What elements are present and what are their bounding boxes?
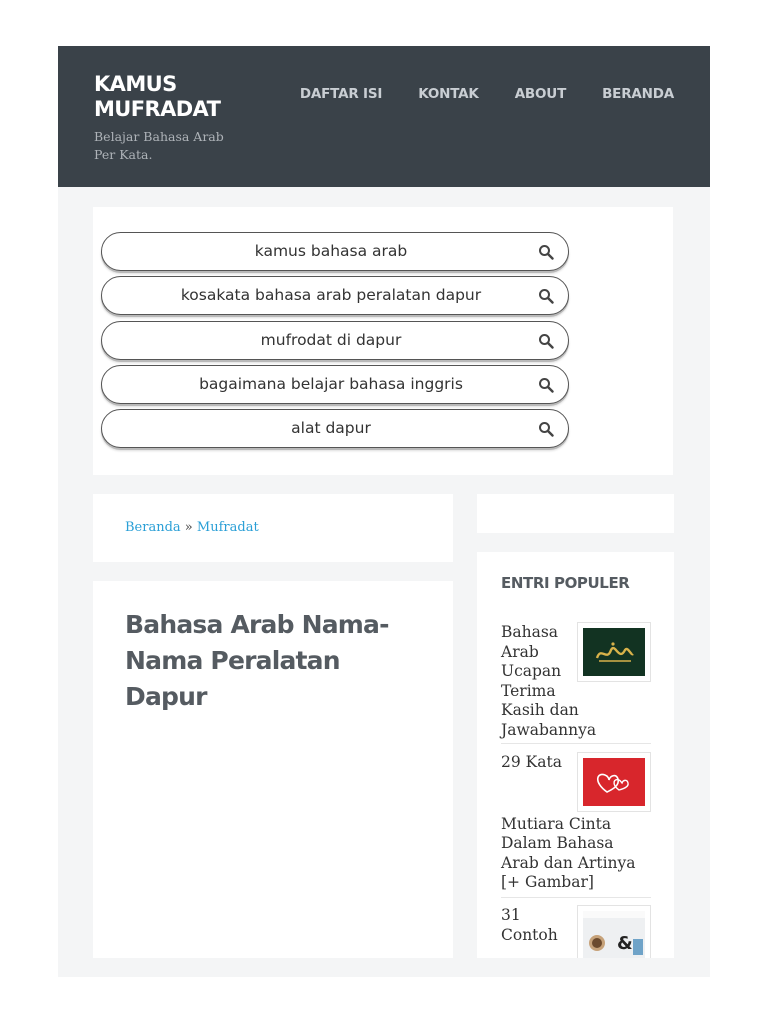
breadcrumb-category-link[interactable]: Mufradat (196, 520, 259, 535)
post-panel (93, 581, 453, 958)
nav-about[interactable]: ABOUT (514, 86, 567, 102)
arabic-calligraphy-thumbnail[interactable] (577, 622, 651, 682)
search-icon (538, 333, 554, 349)
popular-post-link[interactable]: Bahasa Arab Ucapan Terima Kasih dan Jawabannya (501, 623, 597, 739)
popular-post-link-start: 29 Kata (501, 753, 562, 771)
search-icon (538, 421, 554, 437)
coffee-ampersand-thumbnail[interactable] (577, 905, 651, 958)
search-suggestion-label: mufrodat di dapur (260, 331, 402, 349)
nav-beranda[interactable]: BERANDA (602, 86, 674, 102)
search-suggestion-label: alat dapur (291, 419, 371, 437)
popular-post-link-rest: Mutiara Cinta Dalam Bahasa Arab dan Artinya [+ Gambar] (501, 814, 636, 891)
breadcrumb-home-link[interactable]: Beranda (125, 520, 181, 535)
popular-post-item (501, 752, 651, 898)
popular-posts-widget (477, 552, 674, 958)
main-nav (300, 86, 674, 102)
svg-text:&: & (617, 933, 633, 954)
site-tagline: Belajar Bahasa Arab Per Kata. (94, 129, 224, 162)
coffee-image-icon (583, 911, 645, 958)
popular-post-item (501, 622, 651, 744)
search-suggestion[interactable] (101, 321, 569, 360)
breadcrumb-panel (93, 494, 453, 562)
calligraphy-image-icon (583, 628, 645, 676)
nav-kontak[interactable]: KONTAK (418, 86, 479, 102)
breadcrumb-separator: » (184, 520, 193, 535)
post-title: Bahasa Arab Nama-Nama Peralatan Dapur (125, 610, 389, 711)
search-suggestion[interactable] (101, 365, 569, 404)
related-searches (93, 207, 673, 475)
site-title[interactable]: KAMUS MUFRADAT (94, 72, 221, 121)
search-icon (538, 244, 554, 260)
sidebar-widget-empty (477, 494, 674, 533)
hearts-image-icon (583, 758, 645, 806)
search-suggestion[interactable] (101, 232, 569, 271)
search-icon (538, 377, 554, 393)
popular-post-link[interactable]: 31 Contoh (501, 906, 558, 944)
popular-posts-title: ENTRI POPULER (501, 574, 630, 592)
search-suggestion[interactable] (101, 409, 569, 448)
search-suggestion-label: kamus bahasa arab (254, 242, 408, 260)
nav-daftar-isi[interactable]: DAFTAR ISI (299, 86, 383, 102)
red-hearts-thumbnail[interactable] (577, 752, 651, 812)
page (58, 46, 710, 977)
site-header (58, 46, 710, 187)
search-suggestion-label: kosakata bahasa arab peralatan dapur (180, 286, 482, 304)
search-suggestion[interactable] (101, 276, 569, 315)
popular-post-item (501, 905, 651, 958)
breadcrumb (125, 520, 259, 535)
search-icon (538, 288, 554, 304)
search-suggestion-label: bagaimana belajar bahasa inggris (199, 375, 463, 393)
